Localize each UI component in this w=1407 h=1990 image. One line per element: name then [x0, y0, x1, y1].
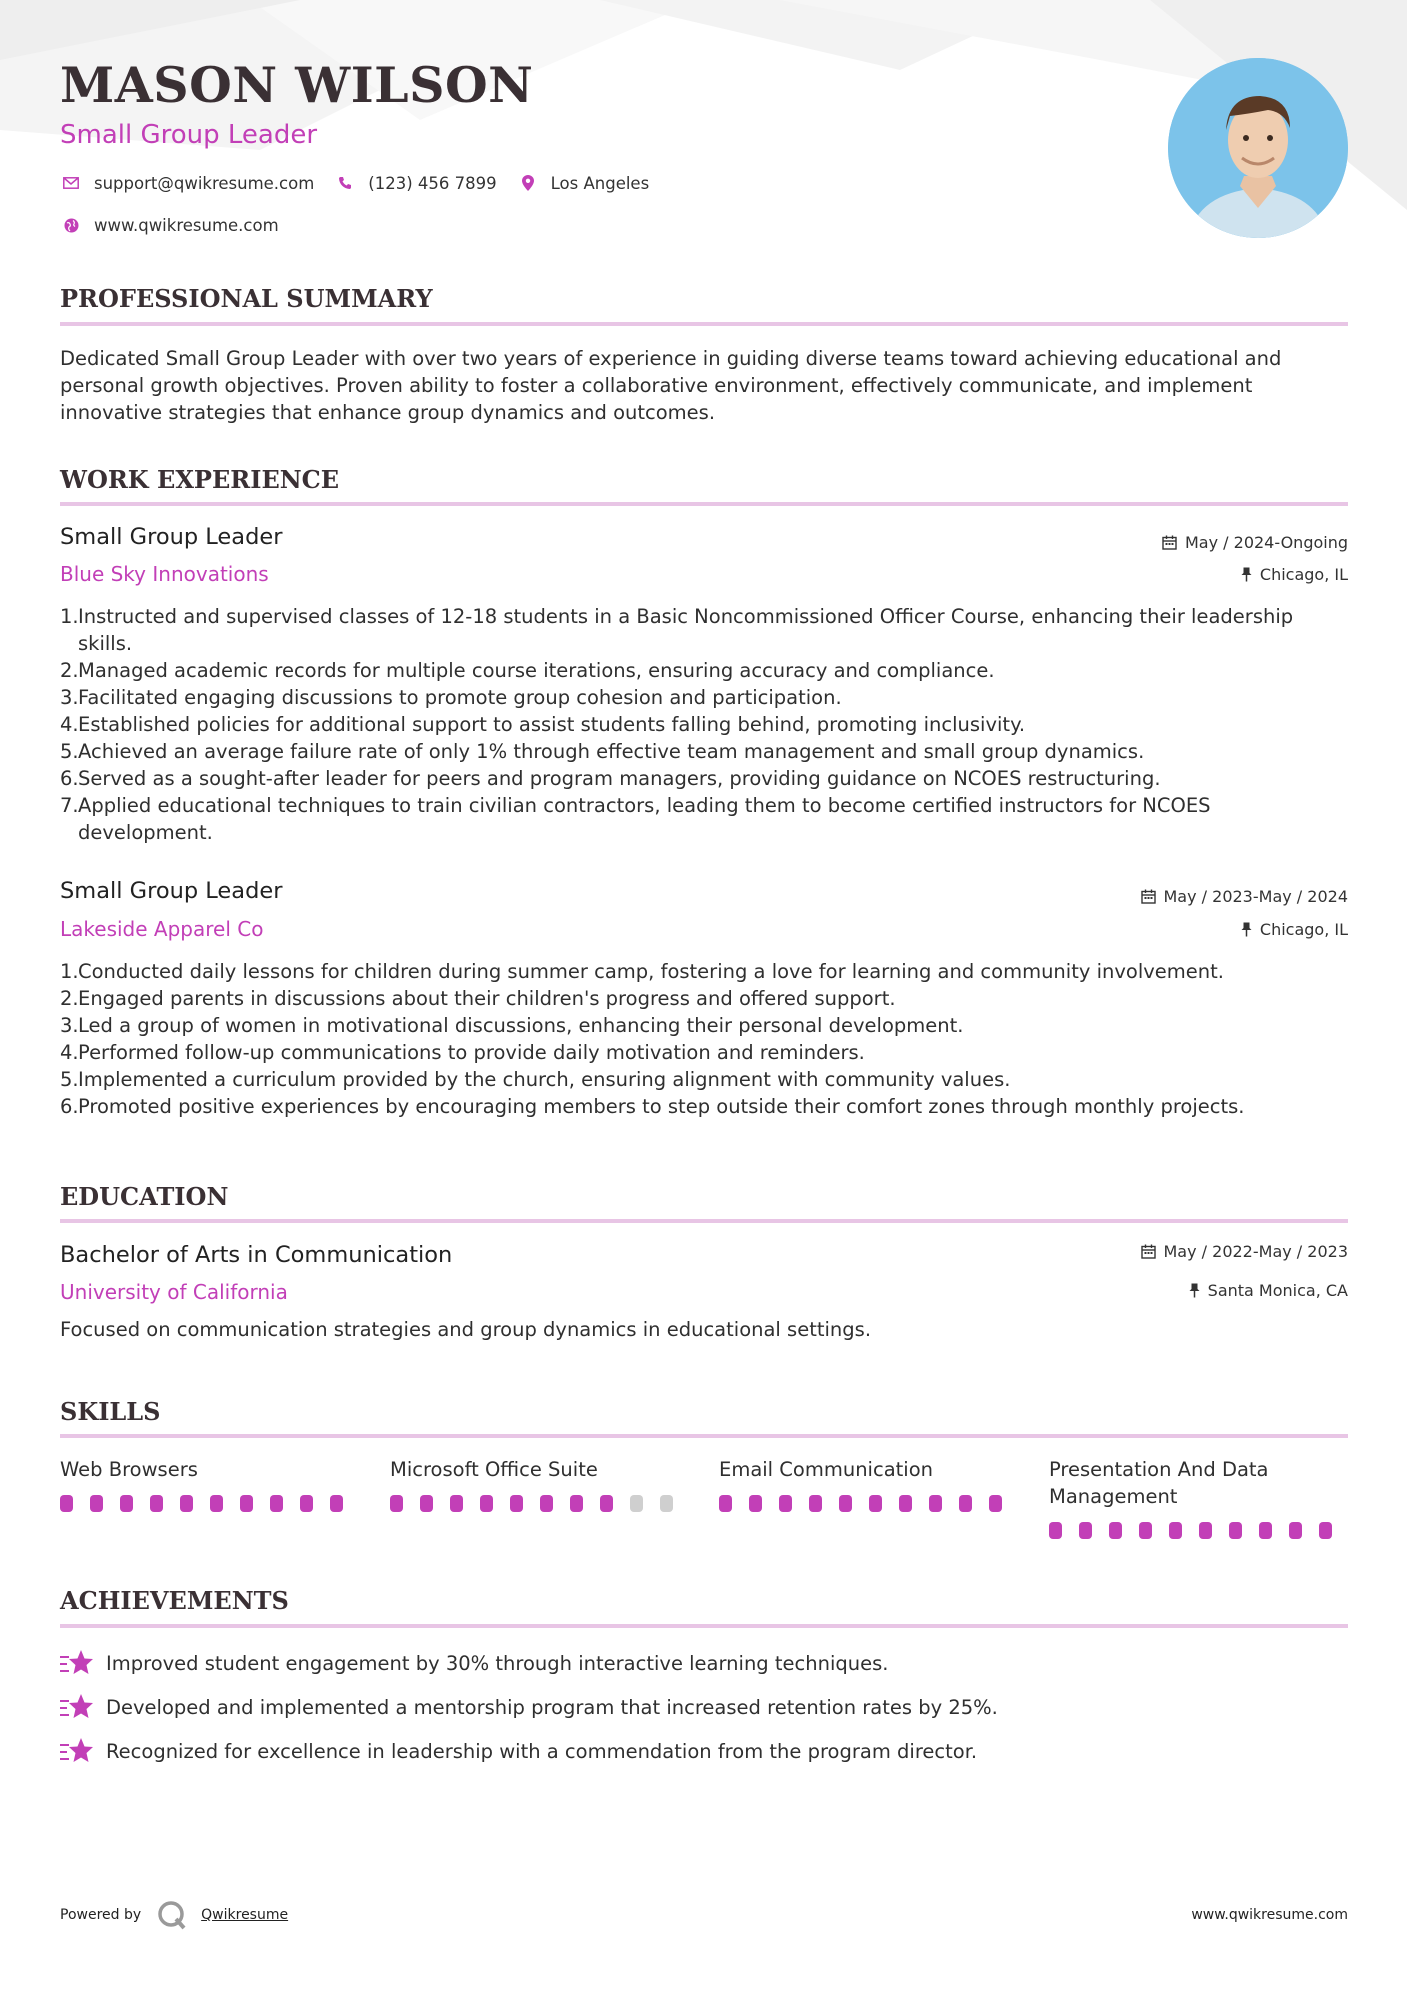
list-item: 5. Achieved an average failure rate of only 1% through effective team management and small group dynamics. [60, 740, 1145, 763]
skill-dot-filled [210, 1495, 223, 1512]
skill-item [1049, 1456, 1349, 1539]
list-item: 4. Established policies for additional support to assist students falling behind, promoting inclusivity. [60, 713, 1026, 736]
skill-dot-filled [60, 1495, 73, 1512]
skill-dot-filled [749, 1495, 762, 1512]
skill-item [719, 1456, 1019, 1512]
skill-dot-filled [929, 1495, 942, 1512]
contact-email[interactable]: support@qwikresume.com [94, 173, 315, 193]
achievement-item [60, 1692, 998, 1722]
skill-dot-empty [630, 1495, 643, 1512]
candidate-name: MASON WILSON [60, 56, 534, 114]
star-icon [60, 1736, 94, 1766]
education-school: University of California [60, 1280, 288, 1304]
skill-dot-filled [989, 1495, 1002, 1512]
job-2-dates-text: May / 2023-May / 2024 [1163, 887, 1348, 906]
calendar-icon [1141, 1244, 1156, 1259]
job-1-location-text: Chicago, IL [1259, 565, 1348, 584]
education-heading: EDUCATION [60, 1182, 229, 1211]
list-item: 2. Engaged parents in discussions about their children's progress and offered support. [60, 987, 896, 1010]
qwikresume-logo-icon [157, 1900, 187, 1930]
job-1-dates [1162, 533, 1348, 552]
map-pin-icon [517, 173, 539, 193]
list-item: 3. Facilitated engaging discussions to promote group cohesion and participation. [60, 686, 842, 709]
skill-dot-filled [1259, 1522, 1272, 1539]
job-2-location-text: Chicago, IL [1259, 920, 1348, 939]
education-description: Focused on communication strategies and group dynamics in educational settings. [60, 1318, 872, 1341]
skill-dot-filled [1139, 1522, 1152, 1539]
education-location-text: Santa Monica, CA [1207, 1281, 1348, 1300]
globe-icon [60, 215, 82, 235]
skill-dot-filled [1169, 1522, 1182, 1539]
footer-website[interactable]: www.qwikresume.com [1191, 1907, 1348, 1923]
experience-divider [60, 502, 1348, 506]
skill-rating [390, 1495, 690, 1512]
job-1-bullets [60, 603, 1348, 846]
education-dates-text: May / 2022-May / 2023 [1163, 1242, 1348, 1261]
skill-item [60, 1456, 360, 1512]
list-item: 2. Managed academic records for multiple course iterations, ensuring accuracy and compliance. [60, 659, 995, 682]
envelope-icon [60, 173, 82, 193]
skills-divider [60, 1434, 1348, 1438]
job-2-location [1241, 920, 1348, 939]
skill-dot-filled [390, 1495, 403, 1512]
contact-row-secondary [60, 215, 299, 235]
contact-website[interactable]: www.qwikresume.com [94, 215, 279, 235]
pushpin-icon [1241, 567, 1252, 582]
skill-dot-filled [1199, 1522, 1212, 1539]
job-2-company: Lakeside Apparel Co [60, 917, 264, 941]
summary-text: Dedicated Small Group Leader with over two years of experience in guiding diverse teams toward achieving educational and personal growth objectives. Proven ability to foster a collaborative environment, effectively communicate, and implement innovative strategies that enhance group dynamics and outcomes. [60, 347, 1282, 424]
skill-dot-filled [719, 1495, 732, 1512]
list-item: 7. Applied educational techniques to train civilian contractors, leading them to become certified instructors for NCOES development. [60, 794, 1211, 844]
skill-dot-filled [959, 1495, 972, 1512]
skill-dot-filled [1079, 1522, 1092, 1539]
job-2-dates [1141, 887, 1349, 906]
calendar-icon [1141, 889, 1156, 904]
education-location [1189, 1281, 1348, 1300]
pushpin-icon [1241, 922, 1252, 937]
education-dates [1141, 1242, 1349, 1261]
skill-dot-filled [150, 1495, 163, 1512]
skill-dot-filled [1109, 1522, 1122, 1539]
skill-dot-filled [120, 1495, 133, 1512]
list-item: 1. Instructed and supervised classes of 12-18 students in a Basic Noncommissioned Officer Course, enhancing their leadership skills. [60, 605, 1294, 655]
skill-dot-filled [899, 1495, 912, 1512]
list-item: 6. Promoted positive experiences by encouraging members to step outside their comfort zones through monthly projects. [60, 1095, 1245, 1118]
summary-divider [60, 322, 1348, 326]
skill-dot-filled [1319, 1522, 1332, 1539]
skill-dot-filled [90, 1495, 103, 1512]
star-icon [60, 1692, 94, 1722]
achievement-item [60, 1648, 888, 1678]
skill-dot-filled [779, 1495, 792, 1512]
list-item: 4. Performed follow-up communications to provide daily motivation and reminders. [60, 1041, 865, 1064]
skill-label: Email Communication [719, 1458, 933, 1481]
skill-dot-filled [180, 1495, 193, 1512]
skill-dot-empty [660, 1495, 673, 1512]
job-2-bullets [60, 958, 1348, 1120]
skill-dot-filled [480, 1495, 493, 1512]
skills-heading: SKILLS [60, 1397, 161, 1426]
footer-powered-by [60, 1900, 288, 1930]
list-item: 1. Conducted daily lessons for children during summer camp, fostering a love for learning and community involvement. [60, 960, 1224, 983]
skill-dot-filled [420, 1495, 433, 1512]
powered-by-label: Powered by [60, 1907, 142, 1923]
summary-heading: PROFESSIONAL SUMMARY [60, 284, 433, 313]
achievement-text: Developed and implemented a mentorship program that increased retention rates by 25%. [106, 1695, 998, 1719]
skill-rating [60, 1495, 360, 1512]
skill-dot-filled [839, 1495, 852, 1512]
star-icon [60, 1648, 94, 1678]
profile-photo [1168, 58, 1348, 238]
skill-dot-filled [1229, 1522, 1242, 1539]
skill-rating [1049, 1522, 1349, 1539]
contact-location: Los Angeles [550, 173, 650, 193]
skill-dot-filled [240, 1495, 253, 1512]
skill-dot-filled [330, 1495, 343, 1512]
job-1-location [1241, 565, 1348, 584]
contact-row-primary [60, 173, 669, 193]
skill-label: Microsoft Office Suite [390, 1458, 598, 1481]
achievements-divider [60, 1624, 1348, 1628]
skill-label: Presentation And Data Management [1049, 1458, 1269, 1508]
qwikresume-link[interactable]: Qwikresume [201, 1907, 289, 1923]
phone-icon [334, 173, 356, 193]
skill-dot-filled [450, 1495, 463, 1512]
education-divider [60, 1219, 1348, 1223]
achievements-heading: ACHIEVEMENTS [60, 1586, 289, 1615]
skill-dot-filled [809, 1495, 822, 1512]
skill-dot-filled [600, 1495, 613, 1512]
skill-rating [719, 1495, 1019, 1512]
skill-dot-filled [1289, 1522, 1302, 1539]
skill-dot-filled [1049, 1522, 1062, 1539]
skill-dot-filled [270, 1495, 283, 1512]
experience-heading: WORK EXPERIENCE [60, 465, 340, 494]
job-1-company: Blue Sky Innovations [60, 562, 269, 586]
skill-dot-filled [540, 1495, 553, 1512]
contact-phone[interactable]: (123) 456 7899 [368, 173, 497, 193]
pushpin-icon [1189, 1283, 1200, 1298]
skill-item [390, 1456, 690, 1512]
list-item: 6. Served as a sought-after leader for peers and program managers, providing guidance on NCOES restructuring. [60, 767, 1161, 790]
skill-dot-filled [570, 1495, 583, 1512]
education-degree: Bachelor of Arts in Communication [60, 1242, 453, 1268]
skill-dot-filled [510, 1495, 523, 1512]
achievement-item [60, 1736, 977, 1766]
achievement-text: Improved student engagement by 30% through interactive learning techniques. [106, 1651, 889, 1675]
list-item: 3. Led a group of women in motivational discussions, enhancing their personal development. [60, 1014, 964, 1037]
job-1-title: Small Group Leader [60, 524, 283, 550]
achievement-text: Recognized for excellence in leadership with a commendation from the program director. [106, 1739, 978, 1763]
list-item: 5. Implemented a curriculum provided by the church, ensuring alignment with community values. [60, 1068, 1011, 1091]
skill-dot-filled [869, 1495, 882, 1512]
job-1-dates-text: May / 2024-Ongoing [1185, 533, 1348, 552]
candidate-role: Small Group Leader [60, 120, 318, 150]
job-2-title: Small Group Leader [60, 878, 283, 904]
skill-dot-filled [300, 1495, 313, 1512]
skill-label: Web Browsers [60, 1458, 198, 1481]
calendar-icon [1162, 535, 1177, 550]
